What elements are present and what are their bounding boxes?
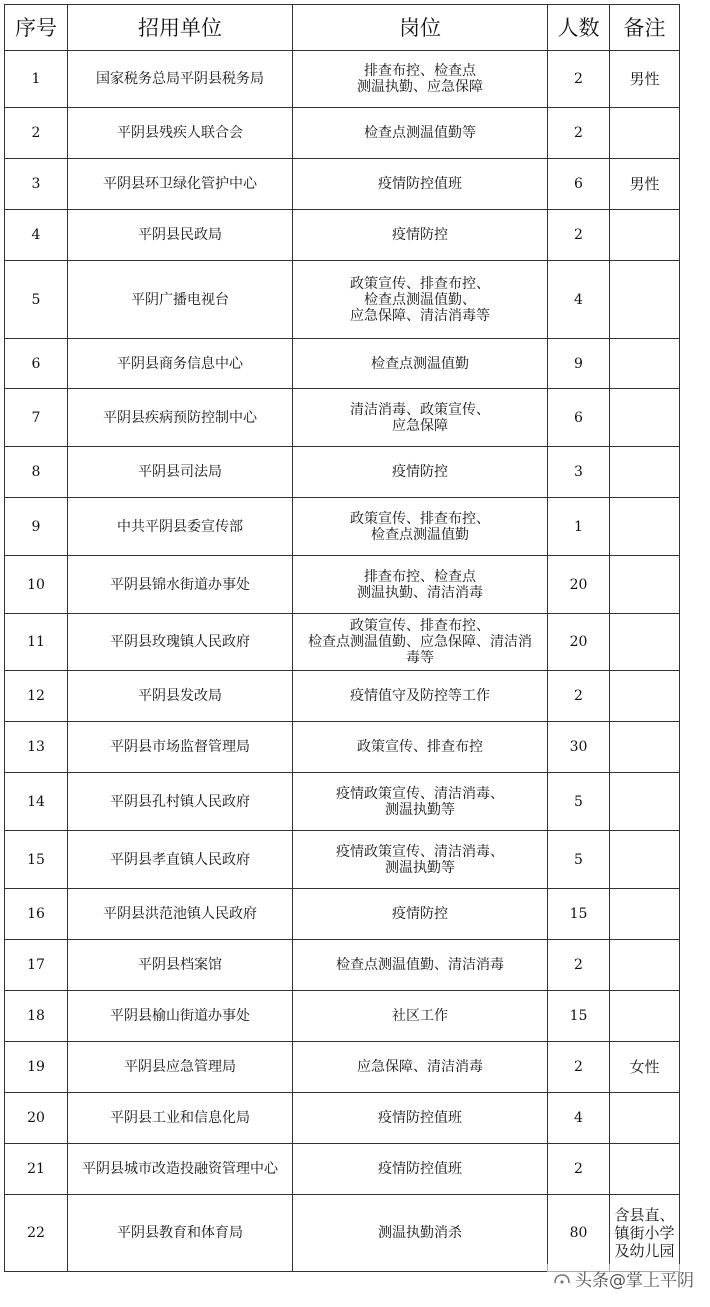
row-number: 16 bbox=[5, 889, 68, 940]
row-unit: 平阴县洪范池镇人民政府 bbox=[68, 889, 293, 940]
row-count: 2 bbox=[548, 1042, 610, 1093]
row-post: 检查点测温值勤、清洁消毒 bbox=[293, 940, 548, 991]
row-unit: 平阴县工业和信息化局 bbox=[68, 1093, 293, 1144]
row-post: 疫情防控值班 bbox=[293, 1093, 548, 1144]
row-post: 检查点测温值勤等 bbox=[293, 108, 548, 159]
row-post: 排查布控、检查点 测温执勤、应急保障 bbox=[293, 51, 548, 108]
row-unit: 平阴县应急管理局 bbox=[68, 1042, 293, 1093]
header-post: 岗位 bbox=[293, 5, 548, 51]
row-unit: 平阴县商务信息中心 bbox=[68, 339, 293, 389]
row-unit: 中共平阴县委宣传部 bbox=[68, 498, 293, 556]
row-unit: 平阴县环卫绿化管护中心 bbox=[68, 159, 293, 210]
row-number: 5 bbox=[5, 261, 68, 339]
row-post: 政策宣传、排查布控、 检查点测温值勤、应急保障、清洁消 毒等 bbox=[293, 614, 548, 671]
row-count: 5 bbox=[548, 773, 610, 831]
row-note bbox=[610, 389, 680, 447]
row-count: 2 bbox=[548, 671, 610, 722]
table-row bbox=[5, 722, 680, 773]
row-note bbox=[610, 722, 680, 773]
row-note bbox=[610, 261, 680, 339]
row-unit: 平阴县司法局 bbox=[68, 447, 293, 498]
row-unit: 平阴县残疾人联合会 bbox=[68, 108, 293, 159]
row-note bbox=[610, 614, 680, 671]
table-row bbox=[5, 1144, 680, 1195]
table-row bbox=[5, 1042, 680, 1093]
row-count: 80 bbox=[548, 1195, 610, 1272]
row-number: 22 bbox=[5, 1195, 68, 1272]
row-note bbox=[610, 991, 680, 1042]
row-unit: 平阴县孔村镇人民政府 bbox=[68, 773, 293, 831]
row-count: 9 bbox=[548, 339, 610, 389]
row-note bbox=[610, 889, 680, 940]
row-number: 20 bbox=[5, 1093, 68, 1144]
row-post: 测温执勤消杀 bbox=[293, 1195, 548, 1272]
table-row bbox=[5, 108, 680, 159]
row-number: 14 bbox=[5, 773, 68, 831]
watermark bbox=[547, 1264, 700, 1293]
row-note bbox=[610, 773, 680, 831]
row-number: 18 bbox=[5, 991, 68, 1042]
row-count: 15 bbox=[548, 889, 610, 940]
row-post: 疫情值守及防控等工作 bbox=[293, 671, 548, 722]
row-number: 21 bbox=[5, 1144, 68, 1195]
row-note bbox=[610, 940, 680, 991]
row-count: 15 bbox=[548, 991, 610, 1042]
row-post: 社区工作 bbox=[293, 991, 548, 1042]
row-unit: 平阴县城市改造投融资管理中心 bbox=[68, 1144, 293, 1195]
row-unit: 平阴县疾病预防控制中心 bbox=[68, 389, 293, 447]
table-row bbox=[5, 1195, 680, 1272]
row-post: 疫情防控 bbox=[293, 210, 548, 261]
table-row bbox=[5, 447, 680, 498]
table-row bbox=[5, 991, 680, 1042]
row-post: 应急保障、清洁消毒 bbox=[293, 1042, 548, 1093]
header-no: 序号 bbox=[5, 5, 68, 51]
table-row bbox=[5, 389, 680, 447]
row-post: 疫情政策宣传、清洁消毒、 测温执勤等 bbox=[293, 831, 548, 889]
row-post: 检查点测温值勤 bbox=[293, 339, 548, 389]
row-unit: 平阴县档案馆 bbox=[68, 940, 293, 991]
row-unit: 平阴县教育和体育局 bbox=[68, 1195, 293, 1272]
row-count: 2 bbox=[548, 51, 610, 108]
row-note: 女性 bbox=[610, 1042, 680, 1093]
row-post: 排查布控、检查点 测温执勤、清洁消毒 bbox=[293, 556, 548, 614]
row-post: 清洁消毒、政策宣传、 应急保障 bbox=[293, 389, 548, 447]
row-number: 1 bbox=[5, 51, 68, 108]
row-note bbox=[610, 108, 680, 159]
table-row bbox=[5, 159, 680, 210]
row-number: 15 bbox=[5, 831, 68, 889]
row-post: 疫情防控值班 bbox=[293, 1144, 548, 1195]
row-unit: 平阴县锦水街道办事处 bbox=[68, 556, 293, 614]
row-count: 30 bbox=[548, 722, 610, 773]
row-count: 6 bbox=[548, 159, 610, 210]
table-row bbox=[5, 940, 680, 991]
row-note: 男性 bbox=[610, 159, 680, 210]
row-number: 6 bbox=[5, 339, 68, 389]
row-unit: 平阴县孝直镇人民政府 bbox=[68, 831, 293, 889]
row-note bbox=[610, 447, 680, 498]
row-note bbox=[610, 1144, 680, 1195]
row-number: 4 bbox=[5, 210, 68, 261]
table-row bbox=[5, 773, 680, 831]
row-note: 男性 bbox=[610, 51, 680, 108]
header-note: 备注 bbox=[610, 5, 680, 51]
table-row bbox=[5, 210, 680, 261]
table-row bbox=[5, 889, 680, 940]
header-unit: 招用单位 bbox=[68, 5, 293, 51]
row-count: 2 bbox=[548, 940, 610, 991]
recruitment-table bbox=[4, 4, 680, 1272]
row-note bbox=[610, 671, 680, 722]
row-number: 2 bbox=[5, 108, 68, 159]
row-unit: 平阴县玫瑰镇人民政府 bbox=[68, 614, 293, 671]
row-number: 9 bbox=[5, 498, 68, 556]
row-note bbox=[610, 210, 680, 261]
row-number: 10 bbox=[5, 556, 68, 614]
row-count: 20 bbox=[548, 614, 610, 671]
table-row bbox=[5, 614, 680, 671]
row-number: 17 bbox=[5, 940, 68, 991]
row-unit: 国家税务总局平阴县税务局 bbox=[68, 51, 293, 108]
row-unit: 平阴广播电视台 bbox=[68, 261, 293, 339]
row-note bbox=[610, 498, 680, 556]
row-post: 疫情防控 bbox=[293, 889, 548, 940]
row-number: 3 bbox=[5, 159, 68, 210]
row-post: 政策宣传、排查布控、 检查点测温值勤、 应急保障、清洁消毒等 bbox=[293, 261, 548, 339]
row-note bbox=[610, 339, 680, 389]
row-post: 疫情政策宣传、清洁消毒、 测温执勤等 bbox=[293, 773, 548, 831]
row-count: 2 bbox=[548, 1144, 610, 1195]
toutiao-logo-icon bbox=[553, 1272, 571, 1286]
table-row bbox=[5, 671, 680, 722]
row-note bbox=[610, 831, 680, 889]
header-row bbox=[5, 5, 680, 51]
row-count: 1 bbox=[548, 498, 610, 556]
table-row bbox=[5, 831, 680, 889]
row-number: 13 bbox=[5, 722, 68, 773]
row-count: 6 bbox=[548, 389, 610, 447]
row-post: 疫情防控 bbox=[293, 447, 548, 498]
row-number: 7 bbox=[5, 389, 68, 447]
row-count: 2 bbox=[548, 210, 610, 261]
row-count: 20 bbox=[548, 556, 610, 614]
table-row bbox=[5, 556, 680, 614]
row-note bbox=[610, 556, 680, 614]
row-count: 4 bbox=[548, 261, 610, 339]
row-unit: 平阴县发改局 bbox=[68, 671, 293, 722]
row-post: 政策宣传、排查布控 bbox=[293, 722, 548, 773]
table-row bbox=[5, 1093, 680, 1144]
row-number: 12 bbox=[5, 671, 68, 722]
row-count: 5 bbox=[548, 831, 610, 889]
table-row bbox=[5, 51, 680, 108]
row-post: 政策宣传、排查布控、 检查点测温值勤 bbox=[293, 498, 548, 556]
table-row bbox=[5, 498, 680, 556]
row-number: 19 bbox=[5, 1042, 68, 1093]
row-unit: 平阴县民政局 bbox=[68, 210, 293, 261]
table-row bbox=[5, 261, 680, 339]
table-row bbox=[5, 339, 680, 389]
row-count: 3 bbox=[548, 447, 610, 498]
row-count: 2 bbox=[548, 108, 610, 159]
row-post: 疫情防控值班 bbox=[293, 159, 548, 210]
row-unit: 平阴县榆山街道办事处 bbox=[68, 991, 293, 1042]
row-unit: 平阴县市场监督管理局 bbox=[68, 722, 293, 773]
watermark-text: 头条@掌上平阴 bbox=[575, 1271, 694, 1291]
row-count: 4 bbox=[548, 1093, 610, 1144]
header-count: 人数 bbox=[548, 5, 610, 51]
row-note bbox=[610, 1093, 680, 1144]
row-note: 含县直、 镇街小学 及幼儿园 bbox=[610, 1195, 680, 1272]
row-number: 8 bbox=[5, 447, 68, 498]
row-number: 11 bbox=[5, 614, 68, 671]
